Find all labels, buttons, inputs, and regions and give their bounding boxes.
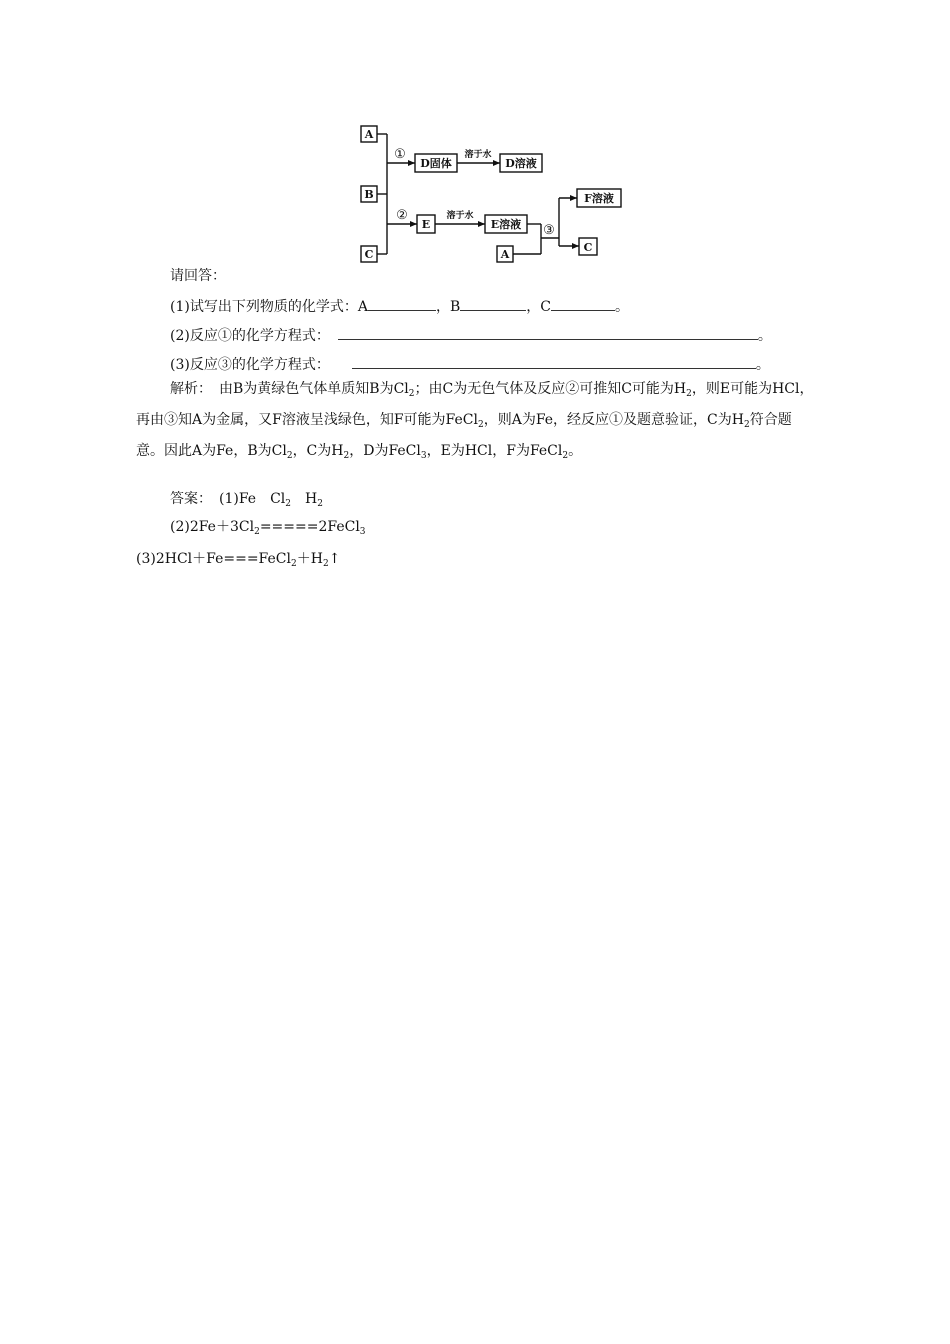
sub: 3	[420, 451, 427, 461]
sub: 2	[562, 451, 569, 461]
reaction-3-label: ③	[543, 223, 555, 238]
answer-text: H	[291, 491, 318, 507]
box-C2: C	[583, 241, 593, 254]
q2-end: 。	[757, 328, 772, 344]
analysis-text: ；由C为无色气体及反应②可推知C可能为H	[414, 381, 687, 397]
sub: 2	[290, 559, 297, 569]
answer-text: (2)2Fe＋3Cl	[170, 519, 255, 535]
analysis-paragraph	[136, 376, 816, 469]
sub: 2	[317, 499, 323, 509]
reaction-2-label: ②	[396, 208, 408, 223]
q3-text: (3)反应③的化学方程式：	[170, 357, 330, 373]
reaction-flow-diagram	[355, 120, 645, 270]
analysis-label: 解析：	[170, 381, 205, 397]
answer-text: (1)Fe Cl	[219, 491, 286, 507]
analysis-text: 符合题意。因此A为Fe，B为Cl	[136, 412, 792, 459]
analysis-text: ，D为FeCl	[349, 443, 421, 459]
box-E: E	[421, 218, 431, 231]
gas-arrow: ↑	[328, 551, 341, 567]
q1-end: 。	[614, 299, 629, 315]
analysis-text: ，则A为Fe，经反应①及题意验证，C为H	[483, 412, 744, 428]
q1-b: ，B	[435, 299, 461, 315]
box-B: B	[364, 188, 374, 201]
sub: 2	[285, 499, 291, 509]
q3-end: 。	[755, 357, 770, 373]
analysis-text: ，E为HCl，F为FeCl	[426, 443, 563, 459]
answer-blank-q2[interactable]	[338, 324, 758, 340]
box-A2: A	[500, 248, 510, 261]
answer-text: (3)2HCl＋Fe===FeCl	[136, 551, 291, 567]
sub: 2	[408, 389, 415, 399]
answer-line-3	[136, 549, 340, 574]
sub: 2	[322, 559, 329, 569]
box-A: A	[364, 128, 374, 141]
box-D-solid: D固体	[420, 157, 452, 170]
sub: 3	[359, 527, 366, 537]
answer-blank-c[interactable]	[551, 295, 615, 311]
analysis-text: ，则E可能为HCl，再由③知A为金属，又F溶液呈浅绿色，知F可能为FeCl	[136, 381, 814, 428]
box-F-solution: F溶液	[584, 192, 614, 205]
answer-text: ＋H	[296, 551, 323, 567]
analysis-text: ，C为H	[292, 443, 344, 459]
question-1	[170, 295, 629, 317]
analysis-text: 由B为黄绿色气体单质知B为Cl	[219, 381, 409, 397]
box-D-solution: D溶液	[505, 157, 537, 170]
answer-blank-b[interactable]	[460, 295, 526, 311]
question-3	[170, 353, 770, 375]
sub: 2	[286, 451, 293, 461]
box-E-solution: E溶液	[490, 218, 522, 231]
prompt: 请回答：	[170, 268, 226, 284]
sub: 2	[477, 420, 484, 430]
answer-line-2	[170, 517, 366, 542]
answer-label: 答案：	[170, 491, 205, 507]
dissolve-label-1: 溶于水	[464, 150, 492, 160]
sub: 2	[686, 389, 692, 399]
sub: 2	[343, 451, 350, 461]
q1-text: (1)试写出下列物质的化学式：A	[170, 299, 368, 315]
sub: 2	[743, 420, 750, 430]
answer-text: =====2FeCl	[259, 519, 360, 535]
q2-text: (2)反应①的化学方程式：	[170, 328, 330, 344]
dissolve-label-2: 溶于水	[446, 211, 474, 221]
box-C: C	[364, 248, 374, 261]
analysis-text: 。	[568, 443, 583, 459]
q1-c: ，C	[526, 299, 551, 315]
reaction-1-label: ①	[394, 147, 406, 162]
sub: 2	[254, 527, 260, 537]
answer-blank-a[interactable]	[368, 295, 436, 311]
answer-line-1	[170, 489, 323, 514]
answer-blank-q3[interactable]	[352, 353, 756, 369]
question-2	[170, 324, 772, 346]
